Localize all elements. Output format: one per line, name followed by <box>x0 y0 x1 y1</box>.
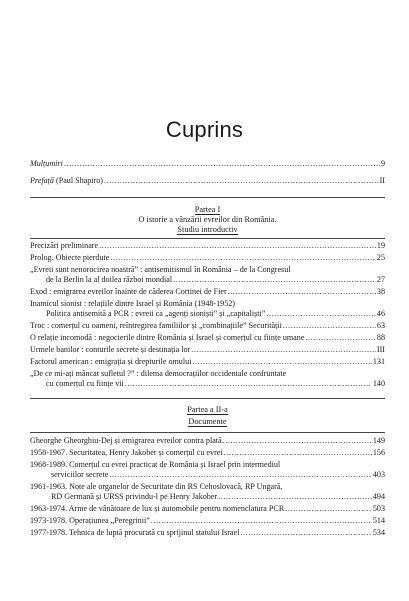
toc-entry[interactable] <box>30 448 385 458</box>
leader-dots <box>192 357 371 367</box>
toc-page-number: 25 <box>376 253 385 262</box>
toc-page-number: 63 <box>376 321 385 330</box>
toc-entry-label: 1968-1989. Comerțul cu evrei practicat de România și Israel prin intermediul <box>30 460 281 469</box>
toc-entry[interactable] <box>30 321 385 331</box>
section-divider <box>30 238 385 239</box>
page-title: Cuprins <box>165 117 244 142</box>
leader-dots <box>218 492 372 502</box>
part-heading <box>30 205 385 235</box>
section-divider <box>30 197 385 198</box>
toc-page-number: 149 <box>372 436 385 445</box>
section-divider <box>30 432 385 433</box>
part-subtitle: Studiu introductiv <box>177 225 238 234</box>
toc-entry[interactable] <box>30 241 385 251</box>
toc-entry-label-cont: de la Berlin la al doilea război mondial <box>46 275 173 284</box>
toc-page-number: 140 <box>372 379 385 388</box>
toc-page-number: 27 <box>376 275 385 284</box>
toc-page-number: 19 <box>376 241 385 250</box>
toc-entry-label: „Evreii sunt nenorocirea noastră” : antisemitismul în România – de la Congresul <box>30 265 291 274</box>
section-divider <box>30 398 385 399</box>
leader-dots <box>104 176 379 186</box>
toc-entry[interactable] <box>30 253 385 263</box>
leader-dots <box>240 528 371 538</box>
toc-entry[interactable] <box>30 333 385 343</box>
leader-dots <box>224 448 372 458</box>
leader-dots <box>109 470 372 480</box>
leader-dots <box>99 241 376 251</box>
leader-dots <box>173 275 376 285</box>
part-label: Partea a II-a <box>187 405 228 414</box>
toc-entry-preface[interactable] <box>30 176 385 186</box>
leader-dots <box>110 253 376 263</box>
part-title: Documente <box>188 417 227 426</box>
toc-page-number: 88 <box>376 333 385 342</box>
leader-dots <box>228 287 376 297</box>
toc-page-number: III <box>376 345 385 354</box>
leader-dots <box>191 345 376 355</box>
toc-entry-label: Factorul american : emigrația și drepturile omului <box>30 357 192 366</box>
toc-entry[interactable] <box>30 482 385 502</box>
leader-dots <box>64 159 380 169</box>
toc-entry-label: Troc : comerțul cu oameni, reîntregirea familiilor și „combinațiile” Securității <box>30 321 282 330</box>
toc-entry-label: Mulțumiri <box>30 159 63 168</box>
part-label: Partea I <box>194 205 221 214</box>
toc-page-number: 156 <box>372 448 385 457</box>
leader-dots <box>285 504 372 514</box>
toc-entry[interactable] <box>30 460 385 480</box>
toc-entry-label: 1958-1967. Securitatea, Henry Jakober și comerțul cu evrei <box>30 448 223 457</box>
leader-dots <box>283 321 376 331</box>
leader-dots <box>266 309 376 319</box>
toc-entry-label: Prefață (Paul Shapiro) <box>30 176 103 185</box>
toc-entry[interactable] <box>30 299 385 319</box>
toc-page-number: 494 <box>372 492 385 501</box>
toc-entry[interactable] <box>30 528 385 538</box>
toc-page-number: 46 <box>376 309 385 318</box>
leader-dots <box>151 516 372 526</box>
toc-entry-label: 1977-1978. Tehnica de luptă procurată cu sprijinul statului Israel <box>30 528 240 537</box>
toc-entry-label: O relație incomodă : negocierile dintre România și Israel și comerțul cu ființe umane <box>30 333 305 342</box>
toc-entry-acknowledgements[interactable] <box>30 159 385 169</box>
table-of-contents <box>30 159 385 538</box>
toc-entry-label-cont: Politica antisemită a PCR : evreii ca „agenți sioniști” și „capitaliști” <box>46 309 266 318</box>
toc-entry[interactable] <box>30 357 385 367</box>
toc-entry-label: „De ce mi-ați mâncat sufletul ?” : dilema democrațiilor occidentale confruntate <box>30 369 287 378</box>
leader-dots <box>305 333 375 343</box>
toc-page-number: 503 <box>372 504 385 513</box>
toc-page-number: 514 <box>372 516 385 525</box>
toc-entry[interactable] <box>30 265 385 285</box>
leader-dots <box>125 379 372 389</box>
part-title: O istorie a vânzării evreilor din România. <box>138 215 277 224</box>
toc-entry-label-cont: cu comerțul cu ființe vii <box>46 379 124 388</box>
toc-entry-label: Urmele banilor : conturile secrete și destinația lor <box>30 345 191 354</box>
toc-entry-label: Exod : emigrarea evreilor înainte de căderea Cortinei de Fier <box>30 287 227 296</box>
toc-page-number: 534 <box>372 528 385 537</box>
toc-entry[interactable] <box>30 345 385 355</box>
toc-entry-label: Prolog. Obiecte pierdute <box>30 253 110 262</box>
toc-entry-label: Precizări preliminare <box>30 241 99 250</box>
toc-entry-label: 1973-1978. Operațiunea „Peregrinii” <box>30 516 150 525</box>
toc-entry-label: Inamicul sionist : relațiile dintre Israel și România (1948-1952) <box>30 299 235 308</box>
toc-page-number: II <box>379 176 385 185</box>
toc-entry[interactable] <box>30 369 385 389</box>
toc-entry-label-cont: RD Germană și URSS privindu-l pe Henry Jakober <box>51 492 218 501</box>
toc-entry-label: 1963-1974. Arme de vânătoare de lux și automobile pentru nomenclatura PCR <box>30 504 285 513</box>
toc-page-number: 403 <box>372 470 385 479</box>
toc-page-number: 9 <box>380 159 385 168</box>
toc-entry[interactable] <box>30 287 385 297</box>
toc-page-number: 38 <box>376 287 385 296</box>
toc-page-number: 131 <box>372 357 385 366</box>
toc-entry[interactable] <box>30 504 385 514</box>
part-heading <box>30 405 385 427</box>
toc-entry[interactable] <box>30 436 385 446</box>
toc-entry-label-cont: serviciilor secrete <box>51 470 109 479</box>
toc-entry-label: Gheorghe Gheorghiu-Dej și emigrarea evreilor contra plată <box>30 436 222 445</box>
leader-dots <box>223 436 372 446</box>
toc-entry-label: 1961-1963. Note ale organelor de Securitate din RS Cehoslovacă, RP Ungară, <box>30 482 283 491</box>
toc-entry[interactable] <box>30 516 385 526</box>
